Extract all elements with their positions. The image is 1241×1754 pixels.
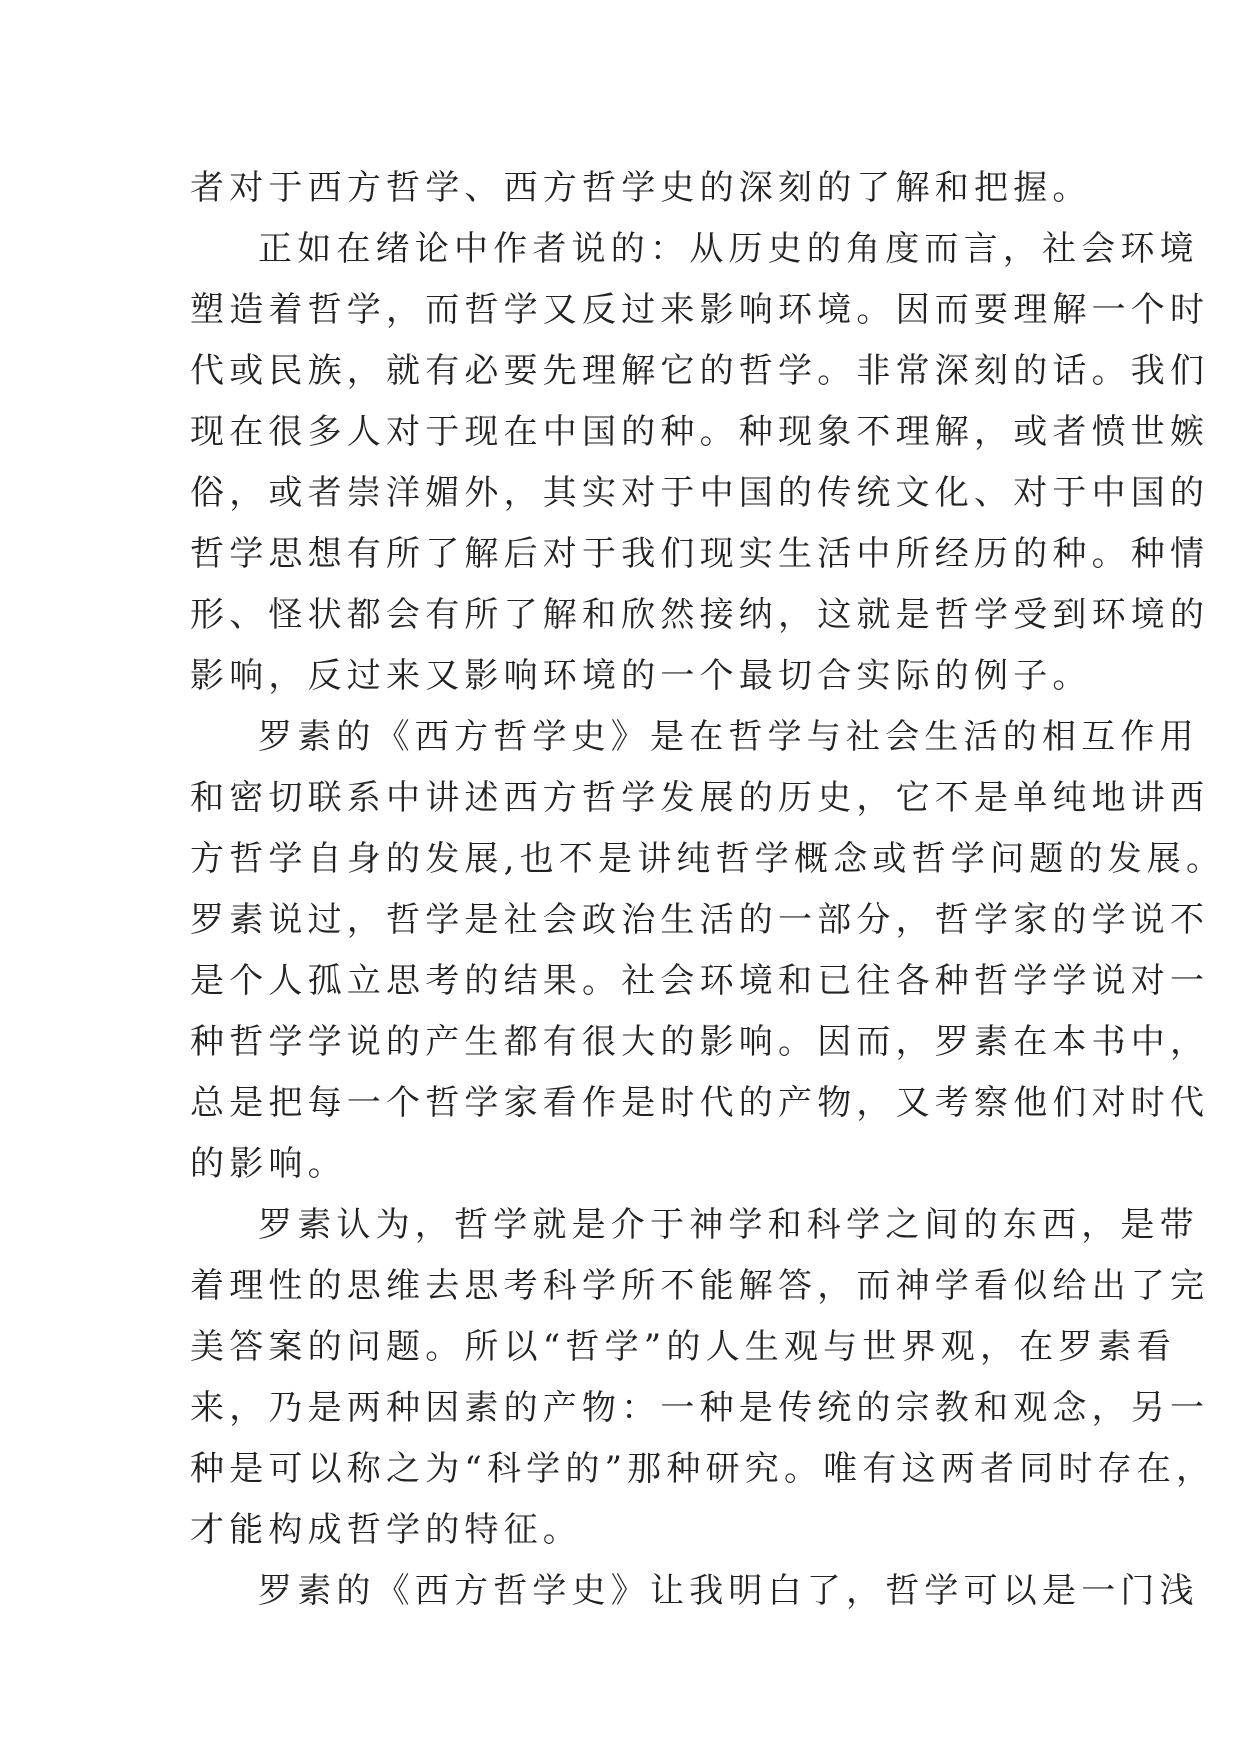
text-line: 的影响。	[190, 1144, 347, 1184]
text-line: 罗素的《西方哲学史》让我明白了，哲学可以是一门浅	[258, 1571, 1199, 1611]
text-line: 形、怪状都会有所了解和欣然接纳，这就是哲学受到环境的	[190, 595, 1210, 635]
text-line: 俗，或者崇洋媚外，其实对于中国的传统文化、对于中国的	[190, 473, 1210, 513]
text-line: 罗素认为，哲学就是介于神学和科学之间的东西，是带	[258, 1205, 1199, 1245]
text-line: 者对于西方哲学、西方哲学史的深刻的了解和把握。	[190, 168, 1092, 208]
text-line: 塑造着哲学，而哲学又反过来影响环境。因而要理解一个时	[190, 290, 1210, 330]
text-line: 罗素的《西方哲学史》是在哲学与社会生活的相互作用	[258, 717, 1199, 757]
text-line: 影响，反过来又影响环境的一个最切合实际的例子。	[190, 656, 1092, 696]
body-text	[190, 158, 1226, 1622]
text-line: 总是把每一个哲学家看作是时代的产物，又考察他们对时代	[190, 1083, 1210, 1123]
text-line: 来，乃是两种因素的产物：一种是传统的宗教和观念，另一	[190, 1388, 1210, 1428]
text-line: 是个人孤立思考的结果。社会环境和已往各种哲学学说对一	[190, 961, 1210, 1001]
text-line: 和密切联系中讲述西方哲学发展的历史，它不是单纯地讲西	[190, 778, 1210, 818]
text-line: 正如在绪论中作者说的：从历史的角度而言，社会环境	[258, 229, 1199, 269]
text-line: 种哲学学说的产生都有很大的影响。因而，罗素在本书中，	[190, 1022, 1210, 1062]
text-line: 着理性的思维去思考科学所不能解答，而神学看似给出了完	[190, 1266, 1210, 1306]
text-line: 美答案的问题。所以“哲学”的人生观与世界观，在罗素看	[190, 1327, 1176, 1367]
text-line: 种是可以称之为“科学的”那种研究。唯有这两者同时存在，	[190, 1449, 1216, 1489]
text-line: 代或民族，就有必要先理解它的哲学。非常深刻的话。我们	[190, 351, 1210, 391]
text-line: 方哲学自身的发展,也不是讲纯哲学概念或哲学问题的发展。	[190, 839, 1226, 879]
text-line: 现在很多人对于现在中国的种。种现象不理解，或者愤世嫉	[190, 412, 1210, 452]
text-line: 才能构成哲学的特征。	[190, 1510, 582, 1550]
text-line: 哲学思想有所了解后对于我们现实生活中所经历的种。种情	[190, 534, 1210, 574]
text-line: 罗素说过，哲学是社会政治生活的一部分，哲学家的学说不	[190, 900, 1210, 940]
